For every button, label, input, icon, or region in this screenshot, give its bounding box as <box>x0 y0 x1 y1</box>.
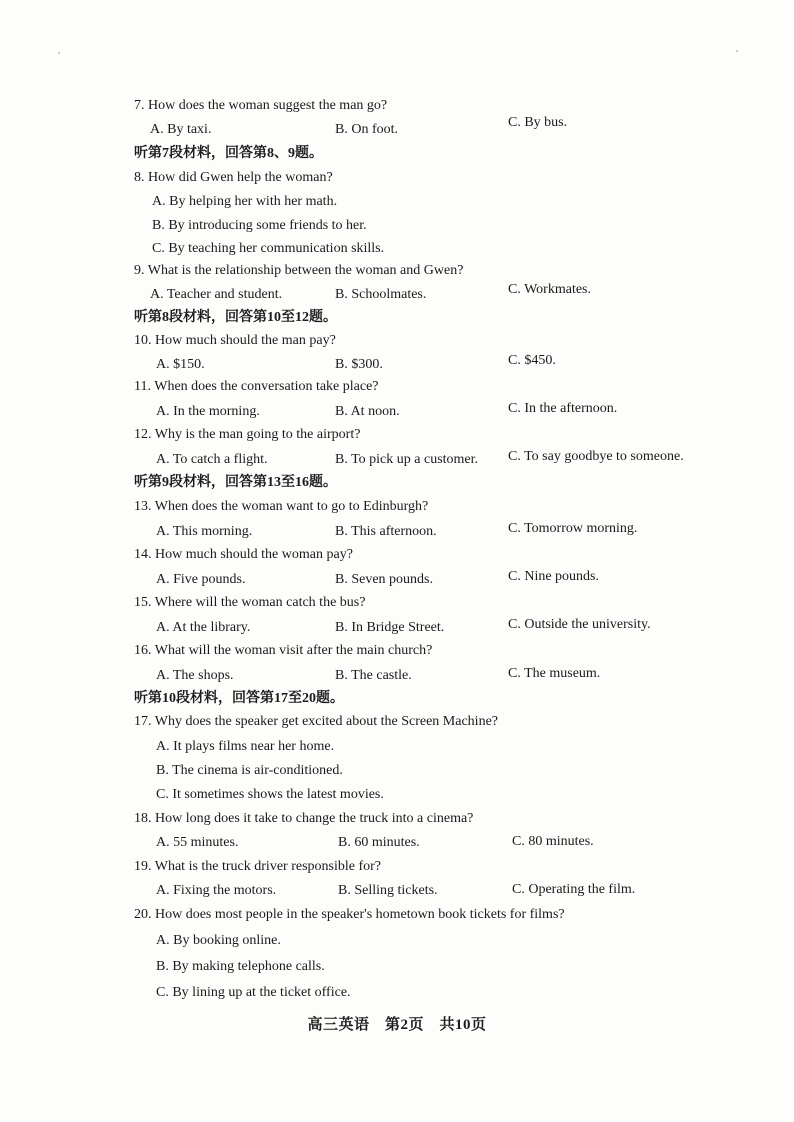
question-12-option-a: A. To catch a flight. <box>156 452 268 467</box>
question-10-option-a: A. $150. <box>156 357 205 372</box>
question-9-option-a: A. Teacher and student. <box>150 287 283 302</box>
section-heading-10: 听第10段材料，回答第17至20题。 <box>134 691 344 706</box>
question-13-option-a: A. This morning. <box>156 524 253 539</box>
question-13-option-c: C. Tomorrow morning. <box>508 521 638 536</box>
question-19-option-b: B. Selling tickets. <box>338 883 438 898</box>
question-17-option-a: A. It plays films near her home. <box>156 739 335 754</box>
question-9-stem: 9. What is the relationship between the woman and Gwen? <box>134 263 464 278</box>
question-14-option-b: B. Seven pounds. <box>335 572 433 587</box>
question-15-option-b: B. In Bridge Street. <box>335 620 445 635</box>
question-14-option-a: A. Five pounds. <box>156 572 246 587</box>
question-7-option-c: C. By bus. <box>508 115 568 130</box>
question-10-option-c: C. $450. <box>508 353 556 368</box>
question-20-option-b: B. By making telephone calls. <box>156 959 325 974</box>
page-footer: 高三英语 第2页 共10页 <box>307 1017 487 1033</box>
scan-speck <box>58 52 60 54</box>
question-12-option-b: B. To pick up a customer. <box>335 452 479 467</box>
question-11-stem: 11. When does the conversation take place? <box>134 379 379 394</box>
question-7-stem: 7. How does the woman suggest the man go? <box>134 98 388 113</box>
question-15-option-c: C. Outside the university. <box>508 617 651 632</box>
section-heading-7: 听第7段材料，回答第8、9题。 <box>134 146 323 161</box>
question-9-option-b: B. Schoolmates. <box>335 287 427 302</box>
question-9-option-c: C. Workmates. <box>508 282 591 297</box>
question-19-stem: 19. What is the truck driver responsible for? <box>134 859 382 874</box>
question-12-stem: 12. Why is the man going to the airport? <box>134 427 361 442</box>
question-7-option-a: A. By taxi. <box>150 122 212 137</box>
question-11-option-c: C. In the afternoon. <box>508 401 618 416</box>
question-17-option-b: B. The cinema is air-conditioned. <box>156 763 343 778</box>
scan-speck <box>736 50 738 52</box>
question-20-stem: 20. How does most people in the speaker's hometown book tickets for films? <box>134 907 565 922</box>
question-18-option-b: B. 60 minutes. <box>338 835 420 850</box>
question-12-option-c: C. To say goodbye to someone. <box>508 449 684 464</box>
question-16-option-b: B. The castle. <box>335 668 412 683</box>
question-17-option-c: C. It sometimes shows the latest movies. <box>156 787 384 802</box>
question-20-option-c: C. By lining up at the ticket office. <box>156 985 351 1000</box>
question-18-stem: 18. How long does it take to change the truck into a cinema? <box>134 811 474 826</box>
question-18-option-c: C. 80 minutes. <box>512 834 594 849</box>
question-20-option-a: A. By booking online. <box>156 933 281 948</box>
question-15-option-a: A. At the library. <box>156 620 251 635</box>
section-heading-9: 听第9段材料，回答第13至16题。 <box>134 475 337 490</box>
question-18-option-a: A. 55 minutes. <box>156 835 239 850</box>
question-11-option-b: B. At noon. <box>335 404 400 419</box>
question-16-option-a: A. The shops. <box>156 668 234 683</box>
question-16-option-c: C. The museum. <box>508 666 601 681</box>
question-10-stem: 10. How much should the man pay? <box>134 333 336 348</box>
question-7-option-b: B. On foot. <box>335 122 398 137</box>
question-8-option-c: C. By teaching her communication skills. <box>152 241 385 256</box>
question-16-stem: 16. What will the woman visit after the main church? <box>134 643 433 658</box>
question-10-option-b: B. $300. <box>335 357 383 372</box>
question-8-stem: 8. How did Gwen help the woman? <box>134 170 333 185</box>
question-8-option-a: A. By helping her with her math. <box>152 194 338 209</box>
question-8-option-b: B. By introducing some friends to her. <box>152 218 367 233</box>
question-13-option-b: B. This afternoon. <box>335 524 437 539</box>
question-14-option-c: C. Nine pounds. <box>508 569 599 584</box>
question-19-option-a: A. Fixing the motors. <box>156 883 277 898</box>
section-heading-8: 听第8段材料，回答第10至12题。 <box>134 310 337 325</box>
question-14-stem: 14. How much should the woman pay? <box>134 547 353 562</box>
question-19-option-c: C. Operating the film. <box>512 882 636 897</box>
question-11-option-a: A. In the morning. <box>156 404 260 419</box>
question-15-stem: 15. Where will the woman catch the bus? <box>134 595 366 610</box>
question-17-stem: 17. Why does the speaker get excited about the Screen Machine? <box>134 714 498 729</box>
question-13-stem: 13. When does the woman want to go to Edinburgh? <box>134 499 429 514</box>
